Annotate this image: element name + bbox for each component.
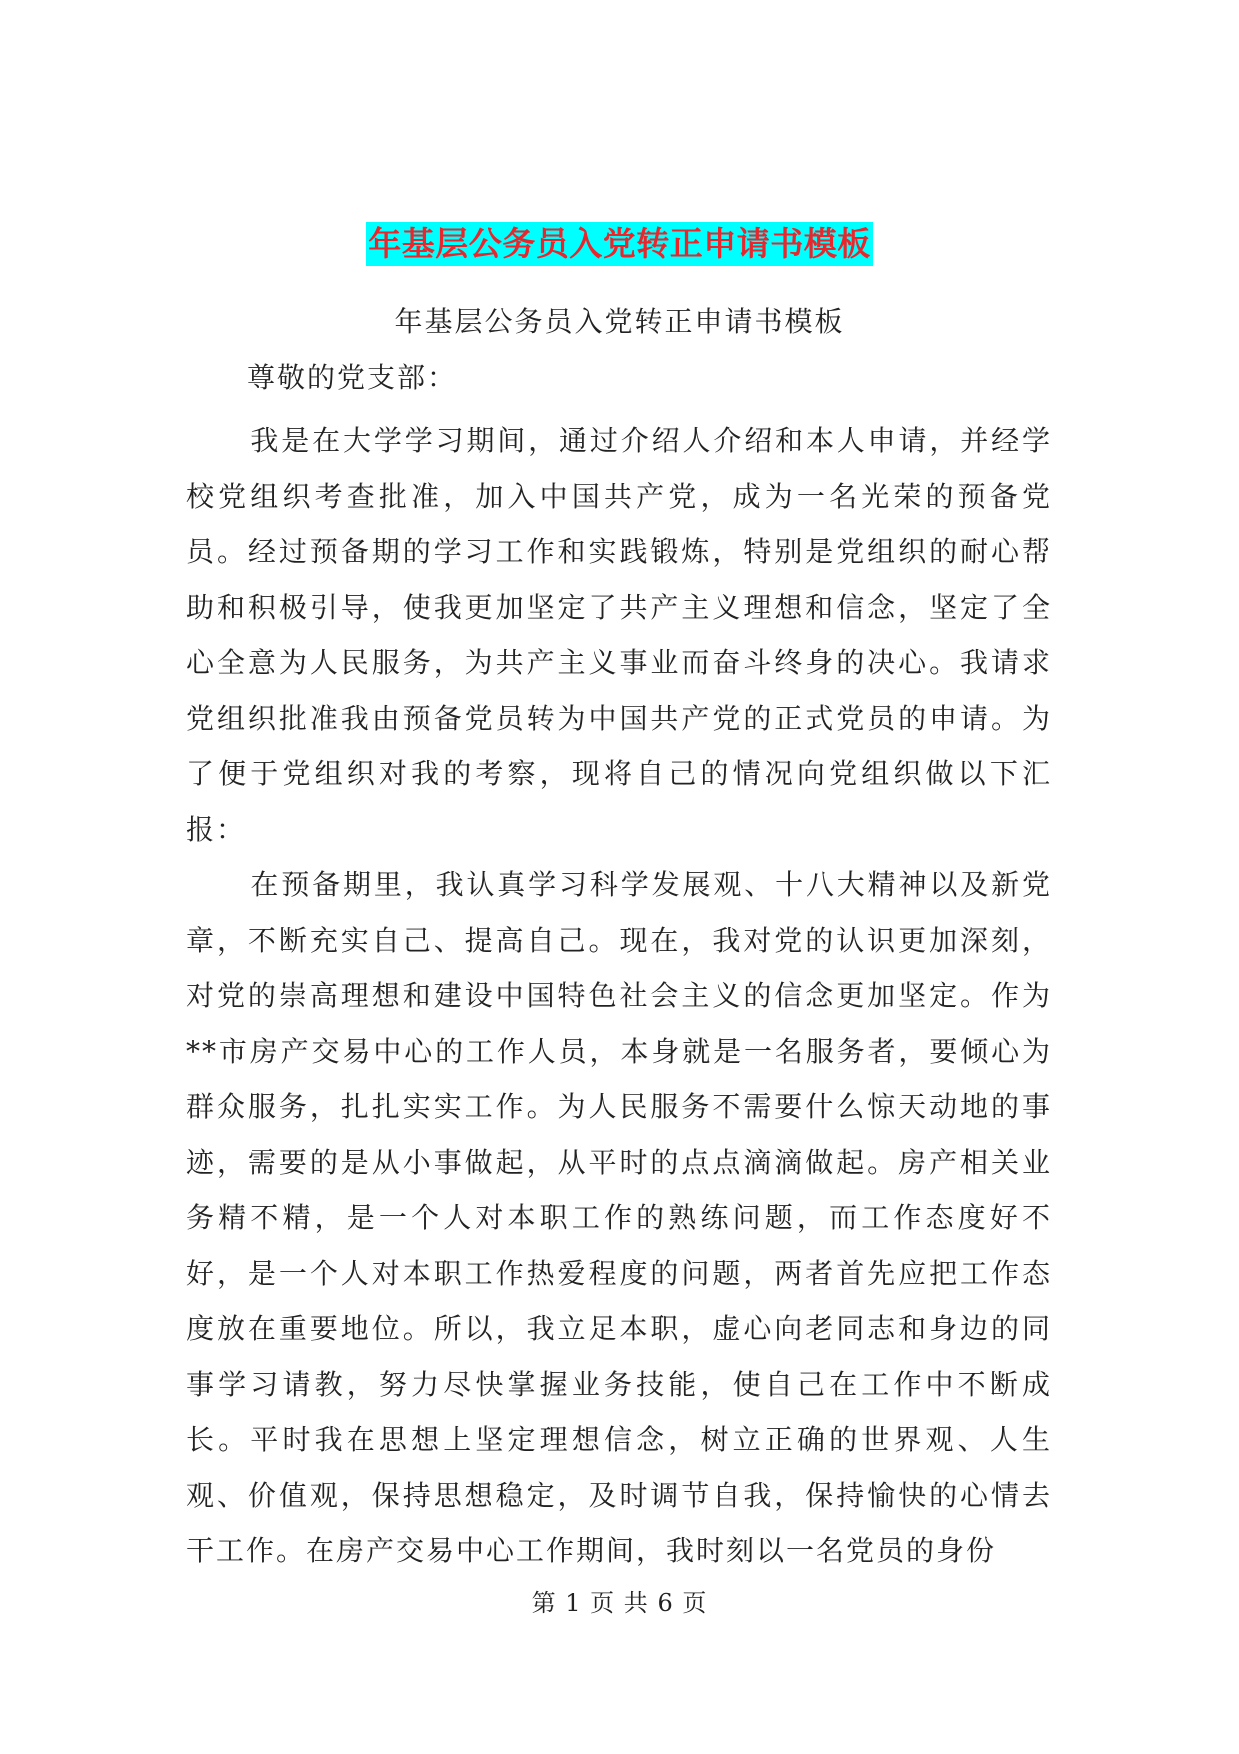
paragraph-1: 我是在大学学习期间，通过介绍人介绍和本人申请，并经学校党组织考查批准，加入中国共产党，成为一名光荣的预备党员。经过预备期的学习工作和实践锻炼，特别是党组织的耐心帮助和积极引导，使我更加坚定了共产主义理想和信念，坚定了全心全意为人民服务，为共产主义事业而奋斗终身的决心。我请求党组织批准我由预备党员转为中国共产党的正式党员的申请。为了便于党组织对我的考察，现将自己的情况向党组织做以下汇报： — [186, 424, 1052, 846]
document-body — [186, 413, 1052, 1579]
salutation: 尊敬的党支部： — [247, 361, 458, 394]
document-subtitle: 年基层公务员入党转正申请书模板 — [394, 305, 845, 338]
page-number-footer: 第 1 页 共 6 页 — [531, 1589, 708, 1617]
paragraph-2: 在预备期里，我认真学习科学发展观、十八大精神以及新党章，不断充实自己、提高自己。现在，我对党的认识更加深刻，对党的崇高理想和建设中国特色社会主义的信念更加坚定。作为**市房产交易中心的工作人员，本身就是一名服务者，要倾心为群众服务，扎扎实实工作。为人民服务不需要什么惊天动地的事迹，需要的是从小事做起，从平时的点点滴滴做起。房产相关业务精不精，是一个人对本职工作的熟练问题，而工作态度好不好，是一个人对本职工作热爱程度的问题，两者首先应把工作态度放在重要地位。所以，我立足本职，虚心向老同志和身边的同事学习请教，努力尽快掌握业务技能，使自己在工作中不断成长。平时我在思想上坚定理想信念，树立正确的世界观、人生观、价值观，保持思想稳定，及时调节自我，保持愉快的心情去干工作。在房产交易中心工作期间，我时刻以一名党员的身份 — [186, 868, 1052, 1567]
page-title: 年基层公务员入党转正申请书模板 — [366, 222, 873, 266]
title-container — [0, 222, 1239, 266]
